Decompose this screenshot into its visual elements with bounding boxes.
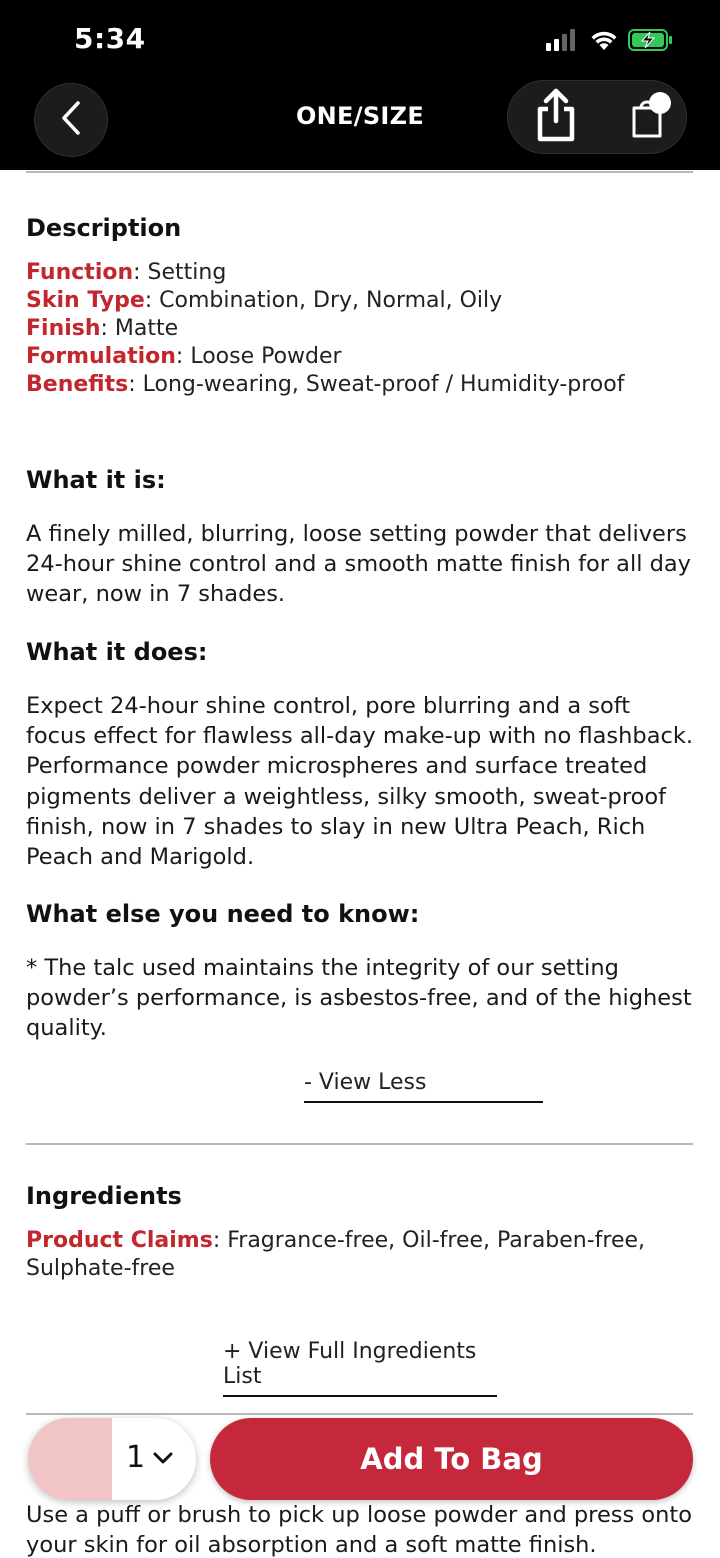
page-title: ONE/SIZE bbox=[295, 102, 425, 130]
view-full-ingredients-link[interactable]: + View Full Ingredients List bbox=[223, 1339, 497, 1397]
attribute-value: : Loose Powder bbox=[175, 344, 342, 369]
attribute-key: Benefits bbox=[26, 372, 129, 397]
what-it-is-heading: What it is: bbox=[26, 466, 166, 494]
section-divider bbox=[26, 1413, 693, 1415]
what-else-heading: What else you need to know: bbox=[26, 900, 420, 928]
attribute-benefits bbox=[26, 371, 694, 399]
attribute-key: Function bbox=[26, 260, 134, 285]
quantity-selector[interactable] bbox=[28, 1418, 196, 1500]
what-it-does-text: Expect 24-hour shine control, pore blurring and a soft focus effect for flawless all-day make-up with no flashback. Performance powder microspheres and surface treated pigments deliver a weightless, silky smooth, sweat-proof finish, now in 7 shades to slay in new Ultra Peach, Rich Peach and Marigold. bbox=[26, 693, 694, 871]
description-section bbox=[26, 214, 694, 399]
attribute-function bbox=[26, 259, 694, 287]
shade-swatch[interactable] bbox=[28, 1418, 112, 1500]
attribute-skin-type bbox=[26, 287, 694, 315]
bottom-action-bar bbox=[28, 1418, 693, 1502]
status-icons bbox=[546, 28, 674, 56]
section-divider bbox=[26, 1143, 693, 1145]
claims-key: Product Claims bbox=[26, 1228, 213, 1253]
share-button[interactable] bbox=[528, 87, 584, 147]
attribute-key: Skin Type bbox=[26, 288, 145, 313]
signal-icon bbox=[546, 29, 580, 55]
attribute-key: Finish bbox=[26, 316, 101, 341]
product-claims bbox=[26, 1227, 694, 1283]
how-to-use-section bbox=[26, 1500, 694, 1558]
what-else-section bbox=[26, 900, 694, 1044]
nav-actions bbox=[507, 80, 687, 154]
bag-button[interactable] bbox=[626, 89, 676, 145]
top-divider bbox=[26, 171, 693, 173]
what-it-is-section bbox=[26, 466, 694, 610]
share-icon bbox=[534, 87, 578, 147]
attribute-value: : Combination, Dry, Normal, Oily bbox=[144, 288, 503, 313]
attribute-key: Formulation bbox=[26, 344, 176, 369]
attribute-value: : Setting bbox=[133, 260, 227, 285]
ingredients-section bbox=[26, 1182, 694, 1283]
what-else-text: * The talc used maintains the integrity of our setting powder’s performance, is asbestos-free, and of the highest quality. bbox=[26, 955, 692, 1042]
what-it-does-section bbox=[26, 638, 694, 872]
description-heading: Description bbox=[26, 214, 182, 242]
attribute-formulation bbox=[26, 343, 694, 371]
wifi-icon bbox=[590, 29, 618, 55]
view-less-link[interactable]: - View Less bbox=[304, 1070, 543, 1103]
shopping-bag-icon bbox=[628, 90, 674, 144]
navigation-bar bbox=[0, 80, 720, 170]
status-time: 5:34 bbox=[74, 22, 146, 55]
what-it-is-text: A finely milled, blurring, loose setting powder that delivers 24-hour shine control and a smooth matte finish for all day wear, now in 7 shades. bbox=[26, 521, 691, 608]
how-to-use-text: Use a puff or brush to pick up loose powder and press onto your skin for oil absorption and a soft matte finish. bbox=[26, 1502, 692, 1558]
claims-value: : Fragrance-free, Oil-free, Paraben-free, Sulphate-free bbox=[26, 1228, 646, 1281]
add-to-bag-button[interactable]: Add To Bag bbox=[210, 1418, 693, 1500]
attribute-value: : Matte bbox=[100, 316, 179, 341]
quantity-value: 1 bbox=[126, 1440, 146, 1475]
what-it-does-heading: What it does: bbox=[26, 638, 208, 666]
attribute-value: : Long-wearing, Sweat-proof / Humidity-proof bbox=[128, 372, 625, 397]
ingredients-heading: Ingredients bbox=[26, 1182, 182, 1210]
chevron-down-icon bbox=[152, 1450, 174, 1469]
attribute-list bbox=[26, 259, 694, 399]
battery-charging-icon bbox=[628, 28, 674, 56]
status-bar bbox=[0, 0, 720, 80]
attribute-finish bbox=[26, 315, 694, 343]
